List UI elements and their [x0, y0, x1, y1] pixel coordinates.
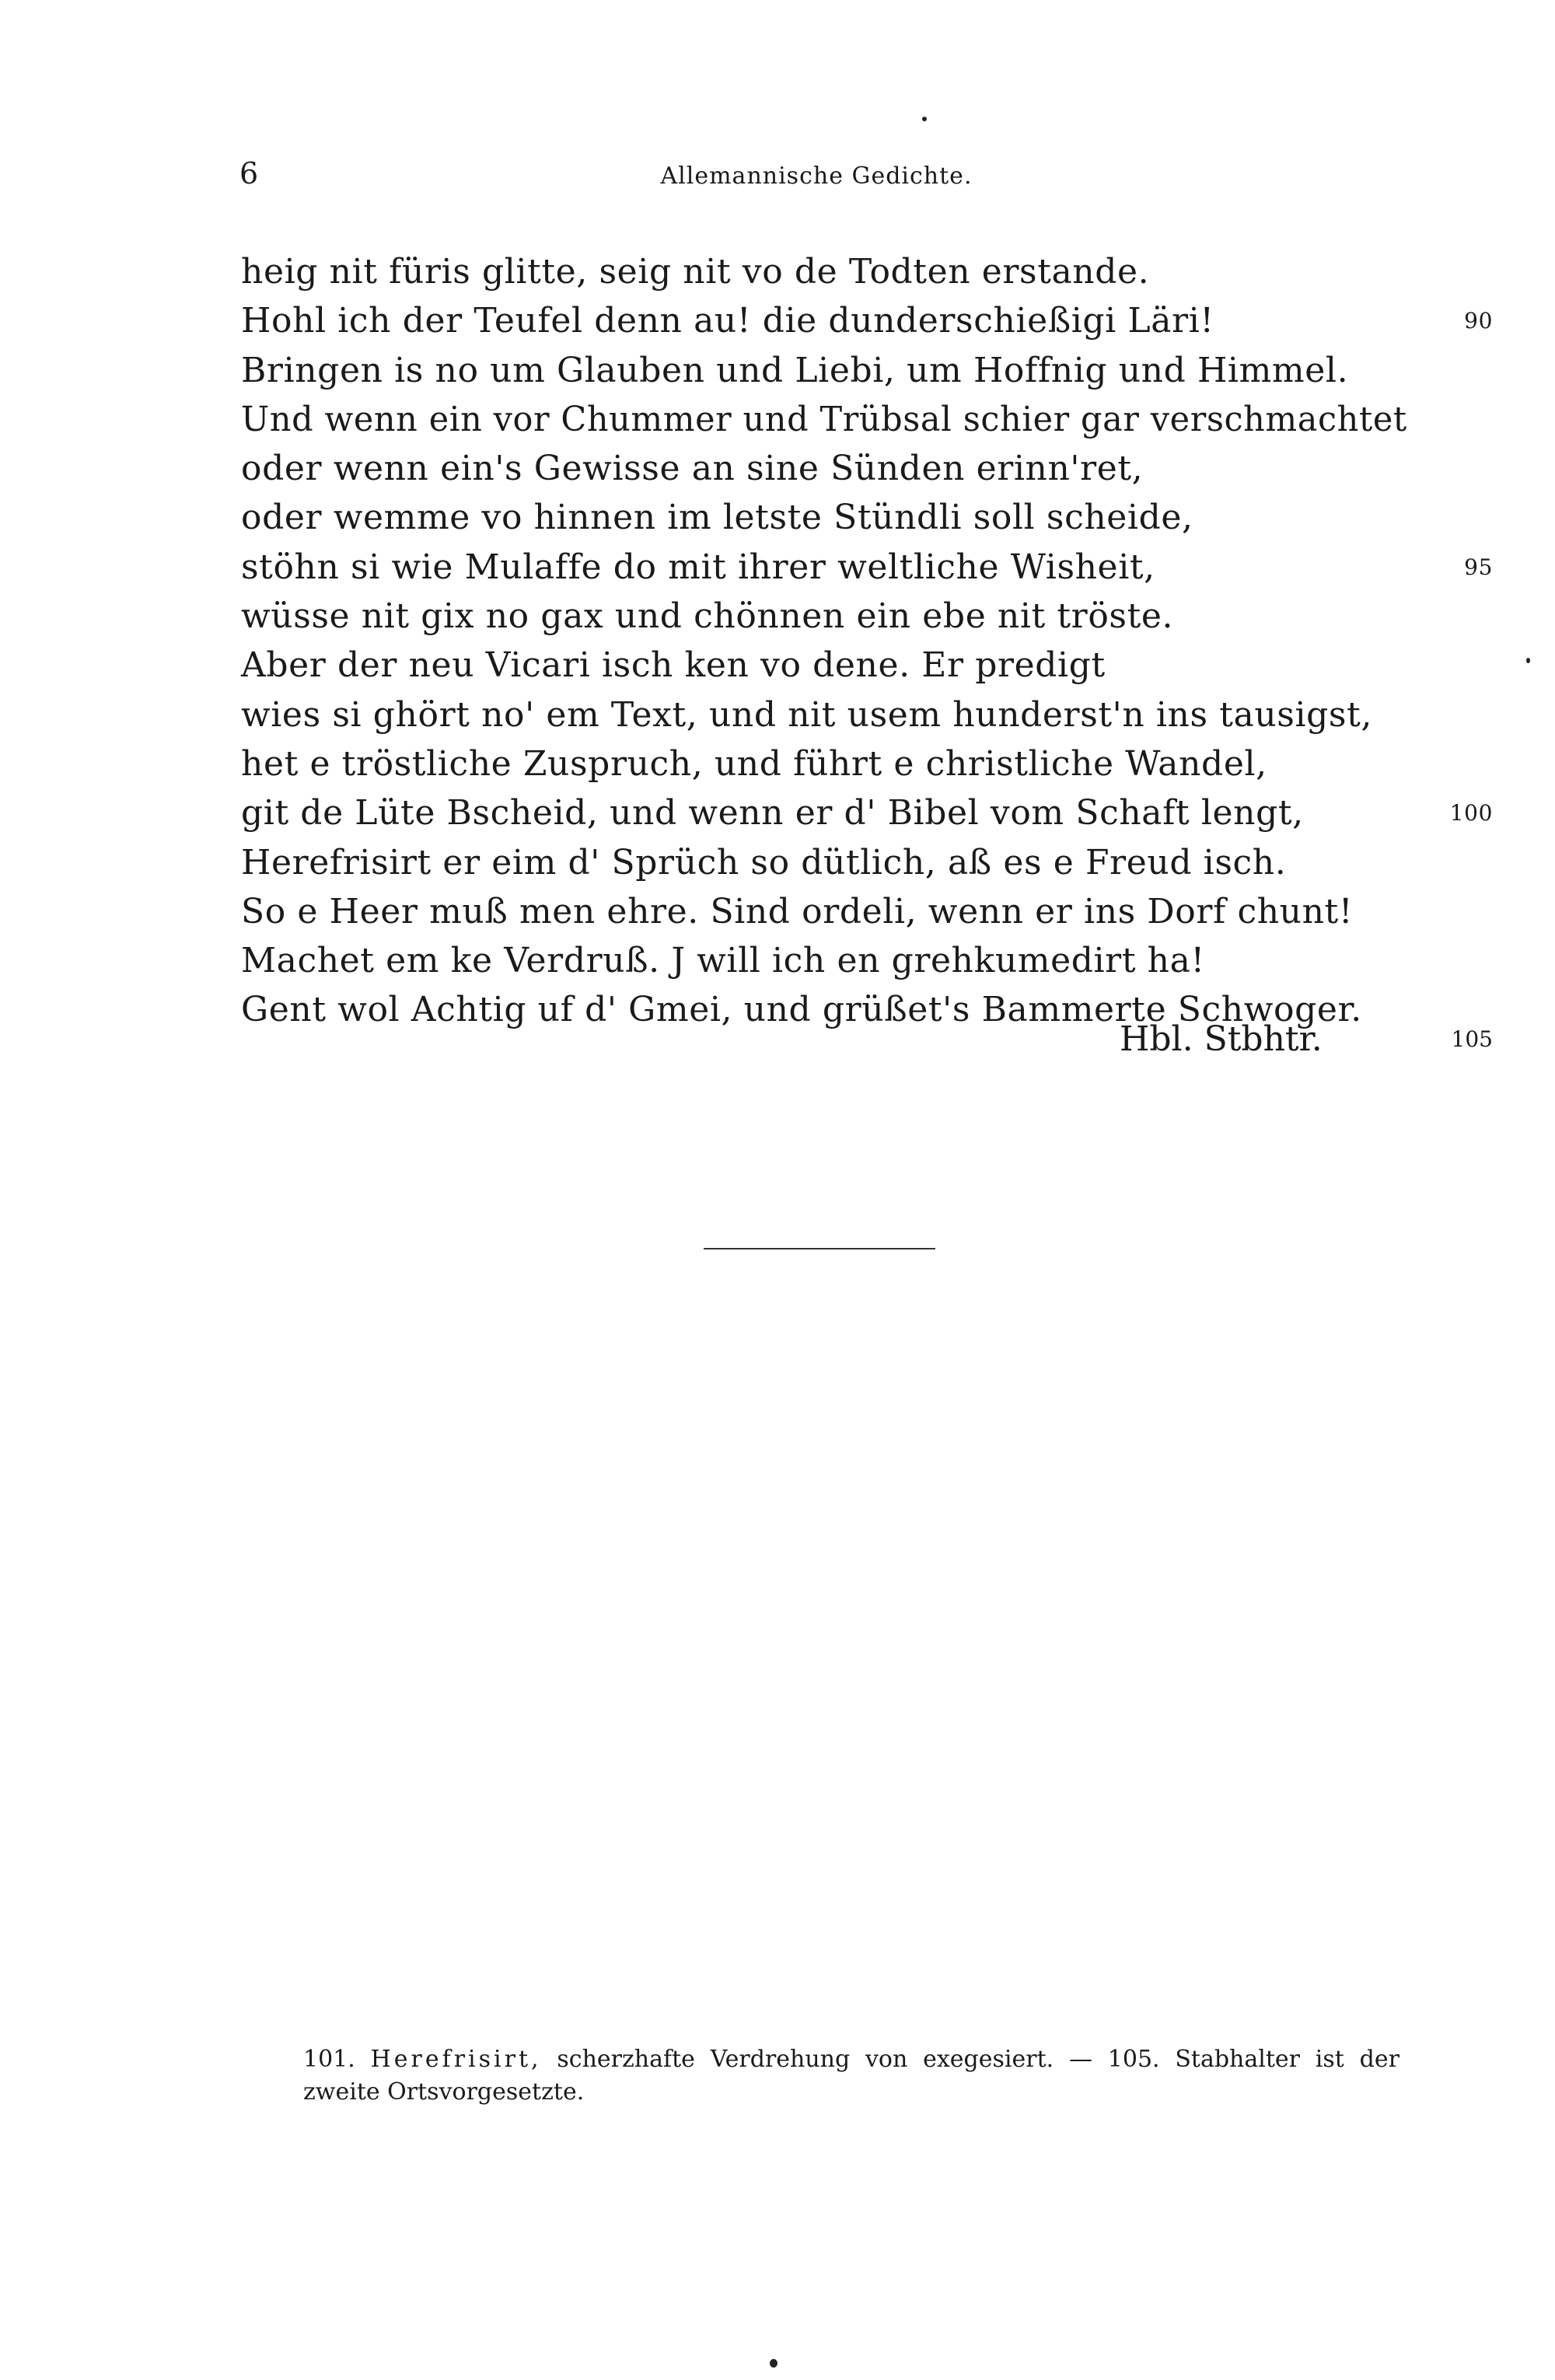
verse-line	[241, 395, 1454, 444]
line-number: 90	[1464, 308, 1493, 334]
footnote-text: Stabhalter ist der zweite Ortsvorgesetzte.	[303, 2046, 1400, 2106]
verse-text: So e Heer muß men ehre. Sind ordeli, wenn er ins Dorf chunt!	[241, 891, 1354, 931]
verse-text: Aber der neu Vicari isch ken vo dene. Er predigt	[241, 645, 1106, 686]
verse-line	[241, 936, 1454, 985]
verse-line	[241, 690, 1454, 739]
page-number: 6	[239, 156, 259, 190]
verse-line	[241, 444, 1454, 493]
footnote-text: scherzhafte Verdrehung von exegesiert. —	[557, 2046, 1092, 2073]
verse-text: oder wenn ein's Gewisse an sine Sünden erinn'ret,	[241, 449, 1144, 489]
footnote-term: Herefrisirt,	[370, 2046, 542, 2073]
section-divider	[704, 1248, 935, 1249]
line-number: 105	[1451, 1026, 1493, 1052]
footnote-number: 105.	[1107, 2046, 1160, 2073]
ink-speck	[770, 2359, 778, 2368]
verse-text: git de Lüte Bscheid, und wenn er d' Bibel vom Schaft lengt,	[241, 793, 1304, 834]
ink-speck	[922, 117, 927, 121]
running-title: Allemannische Gedichte.	[660, 163, 973, 190]
verse-text: Hohl ich der Teufel denn au! die dunderschießigi Läri!	[241, 301, 1214, 341]
verse-text: stöhn si wie Mulaffe do mit ihrer weltliche Wisheit,	[241, 547, 1155, 587]
verse-text: Machet em ke Verdruß. J will ich en grehkumedirt ha!	[241, 941, 1205, 981]
footnote	[303, 2043, 1400, 2109]
line-number: 100	[1449, 800, 1493, 827]
verse-line	[241, 247, 1454, 296]
verse-line	[241, 493, 1454, 542]
verse-text: Gent wol Achtig uf d' Gmei, und grüßet's Bammerte Schwoger.	[241, 990, 1362, 1030]
poem	[241, 247, 1493, 1035]
signature: Hbl. Stbhtr.	[1120, 1019, 1323, 1059]
line-number: 95	[1464, 554, 1493, 580]
verse-text: wüsse nit gix no gax und chönnen ein ebe nit tröste.	[241, 596, 1174, 637]
footnote-number: 101.	[303, 2046, 355, 2073]
ink-speck	[1526, 658, 1530, 663]
verse-text: wies si ghört no' em Text, und nit usem hunderst'n ins tausigst,	[241, 694, 1372, 735]
verse-line	[241, 838, 1454, 887]
verse-line	[241, 788, 1493, 837]
verse-line	[241, 641, 1454, 690]
verse-line	[241, 887, 1454, 936]
verse-text: Bringen is no um Glauben und Liebi, um Hoffnig und Himmel.	[241, 350, 1349, 390]
verse-text: heig nit füris glitte, seig nit vo de Todten erstande.	[241, 252, 1150, 292]
verse-line	[241, 592, 1454, 641]
verse-line	[241, 296, 1493, 345]
verse-text: Herefrisirt er eim d' Sprüch so dütlich, aß es e Freud isch.	[241, 842, 1287, 882]
verse-text: Und wenn ein vor Chummer und Trübsal schier gar verschmachtet	[241, 399, 1407, 439]
verse-text: het e tröstliche Zuspruch, und führt e christliche Wandel,	[241, 743, 1267, 784]
verse-line	[241, 543, 1493, 592]
verse-text: oder wemme vo hinnen im letste Stündli soll scheide,	[241, 498, 1193, 538]
verse-line	[241, 346, 1454, 395]
verse-line	[241, 739, 1454, 788]
